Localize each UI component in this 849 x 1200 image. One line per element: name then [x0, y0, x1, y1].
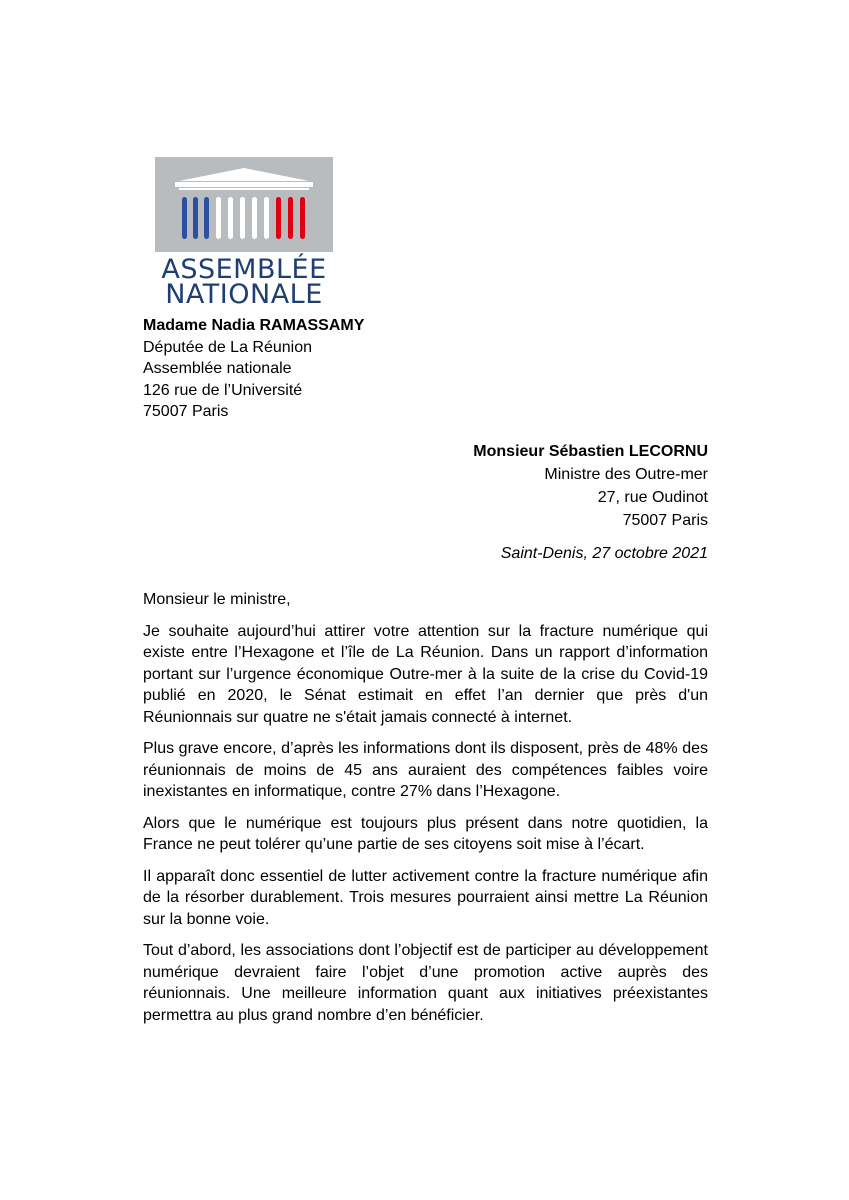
paragraph: Alors que le numérique est toujours plus présent dans notre quotidien, la France ne peut tolérer qu’une partie de ses citoyens soit mise à l’écart. [143, 814, 708, 853]
paragraph: Il apparaît donc essentiel de lutter activement contre la fracture numérique afin de la résorber durablement. Trois mesures pourraient ainsi mettre La Réunion sur la bonne voie. [143, 867, 708, 928]
logo-wordmark-line2: NATIONALE [165, 279, 323, 310]
paragraph: Tout d’abord, les associations dont l’objectif est de participer au développement numérique devraient faire l’objet d’une promotion active auprès des réunionnais. Une meilleure information quant aux initiatives préexistantes permettra au plus grand nombre d’en bénéficier. [143, 942, 708, 1024]
recipient-street: 27, rue Oudinot [597, 489, 708, 506]
recipient-name: Monsieur Sébastien LECORNU [473, 443, 708, 460]
sender-city: 75007 Paris [143, 403, 229, 420]
recipient-block [473, 440, 708, 532]
logo-wordmark-line1: ASSEMBLÉE [161, 254, 327, 285]
paragraph: Je souhaite aujourd’hui attirer votre attention sur la fracture numérique qui existe entre l’Hexagone et l’île de La Réunion. Dans un rapport d’information portant sur l’urgence économique Outre-mer à la suite de la crise du Covid-19 publié en 2020, le Sénat estimait en effet l’an dernier que près d'un Réunionnais sur quatre ne s'était jamais connecté à internet. [143, 622, 708, 726]
letter-body [143, 589, 708, 1036]
sender-org: Assemblée nationale [143, 360, 292, 377]
sender-street: 126 rue de l’Université [143, 381, 303, 399]
paragraph: Plus grave encore, d’après les informations dont ils disposent, près de 48% des réunionnais de moins de 45 ans auraient des compétences faibles voire inexistantes en informatique, contre 27% dans l’Hexagone. [143, 740, 708, 800]
salutation: Monsieur le ministre, [143, 591, 291, 608]
recipient-title: Ministre des Outre-mer [544, 466, 708, 483]
sender-title: Députée de La Réunion [143, 338, 313, 356]
sender-name: Madame Nadia RAMASSAMY [143, 317, 365, 334]
letter-date: Saint-Denis, 27 octobre 2021 [500, 545, 708, 562]
assemblee-nationale-logo [155, 157, 333, 310]
sender-block [143, 315, 364, 423]
hemicycle-emblem-icon [155, 157, 333, 252]
recipient-city: 75007 Paris [622, 512, 708, 529]
